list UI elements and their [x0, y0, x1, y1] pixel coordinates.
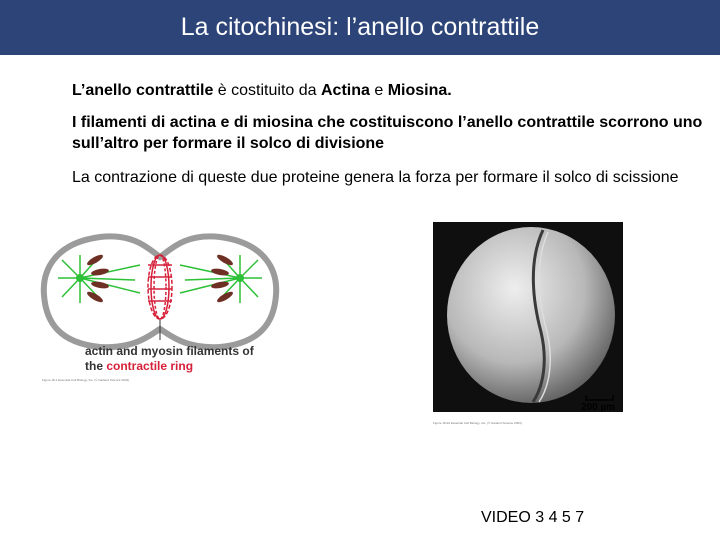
- paragraph-intro: [72, 80, 712, 101]
- caption-line1: actin and myosin filaments of: [85, 344, 254, 358]
- term-contractile-ring: L’anello contrattile: [72, 82, 214, 99]
- egg-body: [447, 227, 615, 403]
- text-segment: è costituito da: [213, 82, 321, 99]
- figure-credit-left: Figure 18-1 Essential Cell Biology, 2/e. (© Garland Science 2004): [42, 378, 130, 382]
- video-reference: VIDEO 3 4 5 7: [481, 509, 585, 526]
- term-actin: Actina: [320, 82, 370, 99]
- scale-bar: [585, 394, 615, 402]
- paragraph-filaments: I filamenti di actina e di miosina che costituiscono l’anello contrattile scorrono uno sull’altro per formare il solco di divisione: [72, 114, 703, 152]
- paragraph-contraction: La contrazione di queste due proteine genera la forza per formare il solco di scissione: [72, 169, 679, 186]
- sem-dividing-egg-image: [433, 222, 623, 412]
- right-centrosome: [236, 274, 244, 282]
- slide-title: La citochinesi: l’anello contrattile: [180, 13, 540, 41]
- caption-prefix: the: [85, 359, 107, 373]
- scale-label: 200 µm: [581, 402, 616, 413]
- text-segment: e: [369, 82, 388, 99]
- term-myosin: Miosina.: [387, 82, 452, 99]
- title-bar: [0, 0, 720, 55]
- caption-highlight: contractile ring: [106, 359, 194, 373]
- figure-credit-right: Figure 18-40 Essential Cell Biology, 2/e. (© Garland Science 2004): [433, 421, 522, 425]
- figure-caption: [85, 344, 254, 374]
- left-centrosome: [76, 274, 84, 282]
